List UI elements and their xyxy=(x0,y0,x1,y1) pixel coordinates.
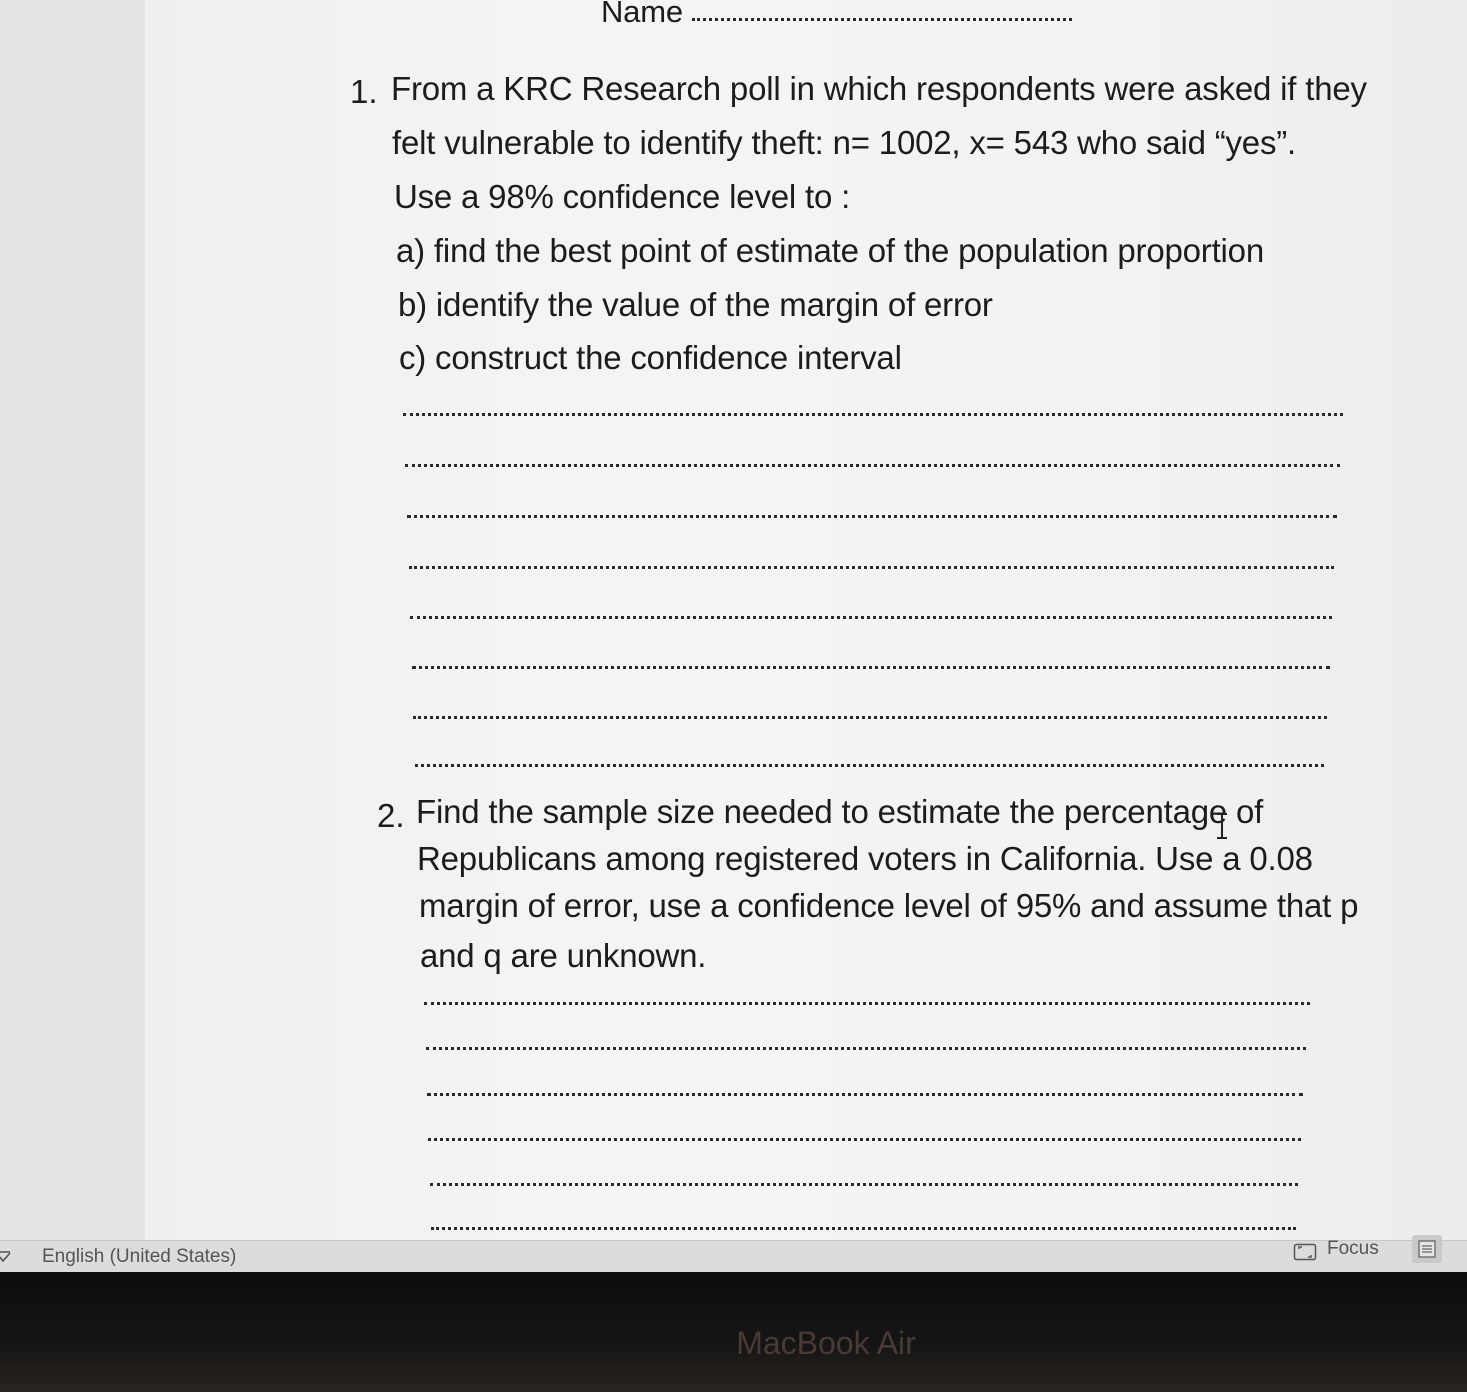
answer-line[interactable] xyxy=(407,515,1337,518)
answer-line[interactable] xyxy=(413,716,1327,719)
answer-line[interactable] xyxy=(430,1183,1298,1186)
answer-line[interactable] xyxy=(405,464,1340,467)
laptop-brand-label: MacBook Air xyxy=(736,1325,916,1361)
text-cursor-icon xyxy=(1214,812,1230,840)
answer-line[interactable] xyxy=(427,1093,1303,1096)
question-2-line: Find the sample size needed to estimate the percentage of xyxy=(416,793,1264,830)
answer-line[interactable] xyxy=(415,764,1324,767)
print-layout-icon xyxy=(1417,1239,1437,1259)
answer-line[interactable] xyxy=(409,566,1334,569)
question-1-part-c: c) construct the confidence interval xyxy=(399,339,902,376)
spellcheck-icon[interactable] xyxy=(0,1249,12,1265)
answer-line[interactable] xyxy=(428,1138,1301,1141)
answer-line[interactable] xyxy=(431,1227,1296,1230)
focus-icon[interactable] xyxy=(1293,1243,1317,1261)
print-layout-button[interactable] xyxy=(1412,1235,1442,1263)
question-1-part-a: a) find the best point of estimate of the population proportion xyxy=(396,232,1264,269)
focus-button[interactable]: Focus xyxy=(1327,1238,1379,1259)
answer-line[interactable] xyxy=(426,1047,1306,1050)
question-2-line: and q are unknown. xyxy=(420,937,707,974)
answer-line[interactable] xyxy=(412,666,1330,669)
status-bar xyxy=(0,1240,1467,1272)
question-1-number: 1. xyxy=(350,73,378,110)
question-1-line: felt vulnerable to identify theft: n= 1002, x= 543 who said “yes”. xyxy=(392,124,1297,161)
question-1-part-b: b) identify the value of the margin of error xyxy=(398,286,993,323)
answer-line[interactable] xyxy=(410,616,1332,619)
question-2-line: margin of error, use a confidence level of 95% and assume that p xyxy=(419,887,1359,924)
question-1-line: Use a 98% confidence level to : xyxy=(394,178,851,215)
name-label: Name xyxy=(601,0,683,29)
name-answer-line[interactable] xyxy=(692,18,1072,21)
language-indicator[interactable]: English (United States) xyxy=(42,1246,237,1267)
question-2-number: 2. xyxy=(377,797,405,834)
answer-line[interactable] xyxy=(424,1002,1310,1005)
answer-line[interactable] xyxy=(403,413,1343,416)
question-1-line: From a KRC Research poll in which respondents were asked if they xyxy=(391,70,1367,107)
question-2-line: Republicans among registered voters in California. Use a 0.08 xyxy=(417,840,1313,877)
